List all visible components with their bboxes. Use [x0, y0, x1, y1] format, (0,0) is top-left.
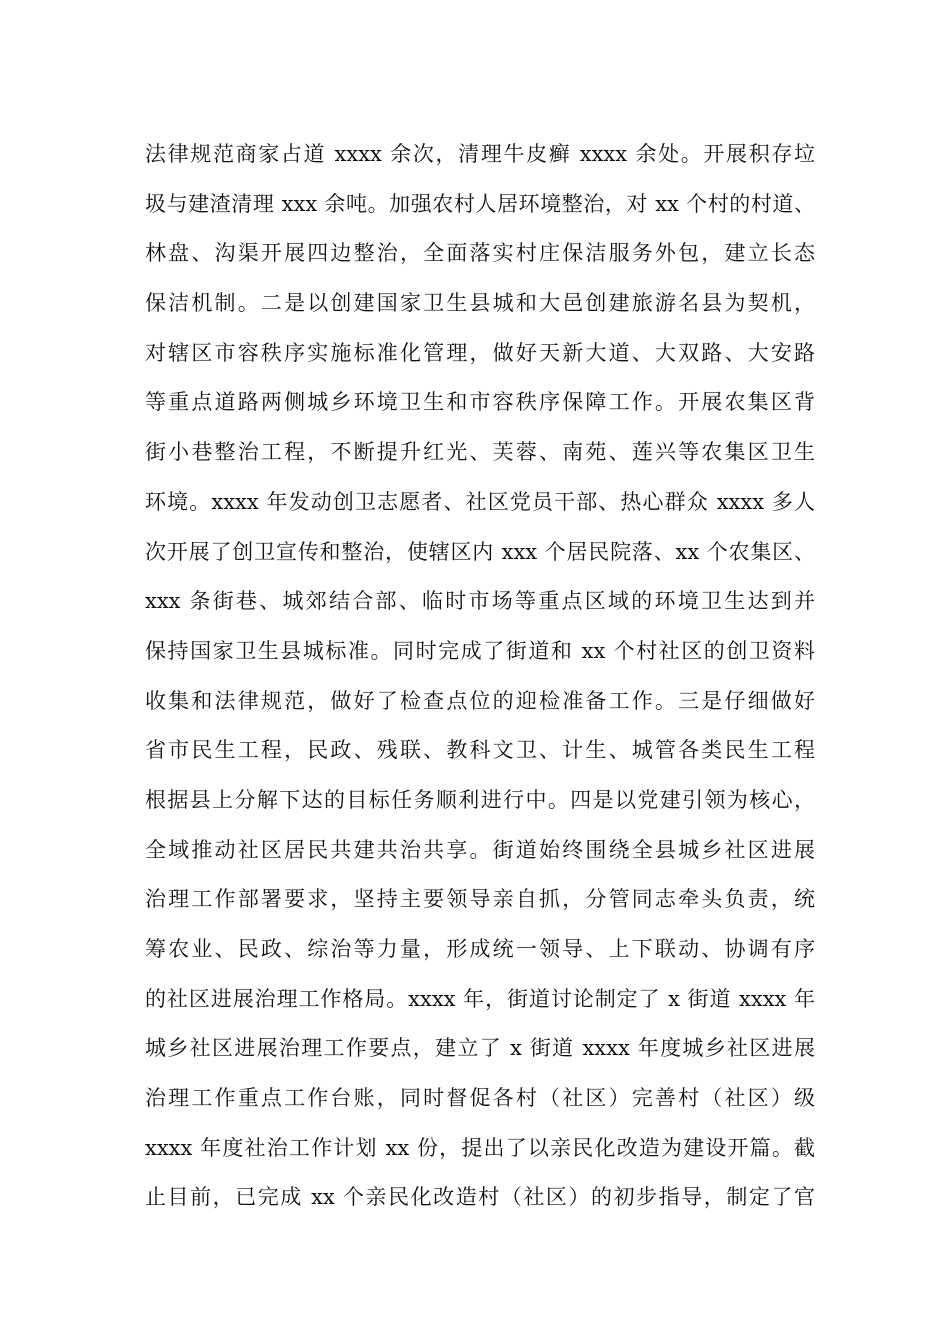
text-line: 全域推动社区居民共建共治共享。街道始终围绕全县城乡社区进展: [145, 837, 815, 862]
text-line: 根据县上分解下达的目标任务顺利进行中。四是以党建引领为核心，: [145, 787, 815, 812]
text-line: xxx 条街巷、城郊结合部、临时市场等重点区域的环境卫生达到并: [145, 589, 815, 614]
text-line: 等重点道路两侧城乡环境卫生和市容秩序保障工作。开展农集区背: [145, 390, 815, 415]
text-line: 治理工作重点工作台账，同时督促各村（社区）完善村（社区）级: [145, 1086, 815, 1111]
body-paragraph: [145, 130, 815, 1223]
text-line: xxxx 年度社治工作计划 xx 份，提出了以亲民化改造为建设开篇。截: [145, 1135, 815, 1160]
text-line: 城乡社区进展治理工作要点，建立了 x 街道 xxxx 年度城乡社区进展: [145, 1036, 815, 1061]
text-line: 的社区进展治理工作格局。xxxx 年，街道讨论制定了 x 街道 xxxx 年: [145, 986, 815, 1011]
text-line: 治理工作部署要求，坚持主要领导亲自抓，分管同志牵头负责，统: [145, 887, 815, 912]
text-line: 筹农业、民政、综治等力量，形成统一领导、上下联动、协调有序: [145, 937, 815, 961]
text-line: 保持国家卫生县城标准。同时完成了街道和 xx 个村社区的创卫资料: [145, 638, 815, 663]
text-line: 林盘、沟渠开展四边整治，全面落实村庄保洁服务外包，建立长态: [145, 241, 815, 266]
text-line: 环境。xxxx 年发动创卫志愿者、社区党员干部、热心群众 xxxx 多人: [145, 489, 815, 514]
text-line: 省市民生工程，民政、残联、教科文卫、计生、城管各类民生工程: [145, 738, 815, 763]
text-line: 收集和法律规范，做好了检查点位的迎检准备工作。三是仔细做好: [145, 688, 815, 713]
text-line: 法律规范商家占道 xxxx 余次，清理牛皮癣 xxxx 余处。开展积存垃: [145, 142, 815, 166]
text-line: 次开展了创卫宣传和整治，使辖区内 xxx 个居民院落、xx 个农集区、: [145, 539, 815, 564]
text-line: 街小巷整治工程，不断提升红光、芙蓉、南苑、莲兴等农集区卫生: [145, 440, 815, 465]
text-line: 止目前，已完成 xx 个亲民化改造村（社区）的初步指导，制定了官: [145, 1185, 815, 1210]
text-line: 对辖区市容秩序实施标准化管理，做好天新大道、大双路、大安路: [145, 340, 815, 365]
text-line: 保洁机制。二是以创建国家卫生县城和大邑创建旅游名县为契机，: [145, 291, 815, 316]
text-line: 圾与建渣清理 xxx 余吨。加强农村人居环境整治，对 xx 个村的村道、: [145, 191, 815, 216]
